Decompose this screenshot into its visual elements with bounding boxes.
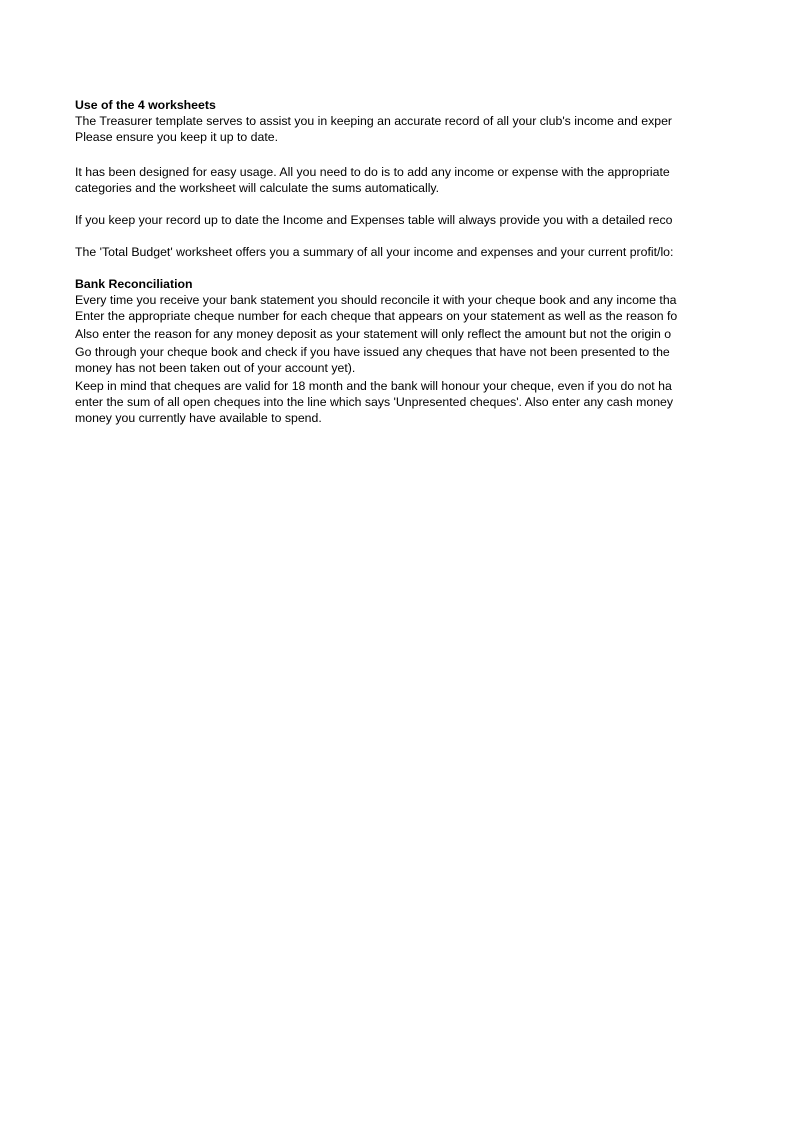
worksheets-heading: Use of the 4 worksheets bbox=[75, 98, 216, 112]
worksheets-paragraph-2-line-1: It has been designed for easy usage. All you need to do is to add any income or expense with the appropriate bbox=[75, 165, 670, 179]
worksheets-paragraph-3: If you keep your record up to date the Income and Expenses table will always provide you with a detailed reco bbox=[75, 213, 673, 227]
bank-paragraph-4-line-2: money has not been taken out of your account yet). bbox=[75, 361, 356, 375]
bank-paragraph-4-line-1: Go through your cheque book and check if you have issued any cheques that have not been presented to the bbox=[75, 345, 670, 359]
bank-paragraph-2: Enter the appropriate cheque number for each cheque that appears on your statement as well as the reason fo bbox=[75, 309, 678, 323]
worksheets-paragraph-1-line-2: Please ensure you keep it up to date. bbox=[75, 130, 279, 144]
worksheets-paragraph-1-line-1: The Treasurer template serves to assist you in keeping an accurate record of all your club's income and exper bbox=[75, 114, 672, 128]
document-body bbox=[75, 97, 724, 426]
bank-paragraph-1: Every time you receive your bank statement you should reconcile it with your cheque book and any income tha bbox=[75, 293, 677, 307]
bank-paragraph-5-line-2: enter the sum of all open cheques into the line which says 'Unpresented cheques'. Also enter any cash money bbox=[75, 395, 674, 409]
bank-paragraph-5-line-1: Keep in mind that cheques are valid for 18 month and the bank will honour your cheque, even if you do not ha bbox=[75, 379, 672, 393]
bank-reconciliation-heading: Bank Reconciliation bbox=[75, 277, 193, 291]
bank-paragraph-5-line-3: money you currently have available to spend. bbox=[75, 411, 322, 425]
worksheets-paragraph-2-line-2: categories and the worksheet will calculate the sums automatically. bbox=[75, 181, 440, 195]
bank-paragraph-3: Also enter the reason for any money deposit as your statement will only reflect the amount but not the origin o bbox=[75, 327, 672, 341]
worksheets-paragraph-4: The 'Total Budget' worksheet offers you a summary of all your income and expenses and your current profit/lo: bbox=[75, 245, 674, 259]
